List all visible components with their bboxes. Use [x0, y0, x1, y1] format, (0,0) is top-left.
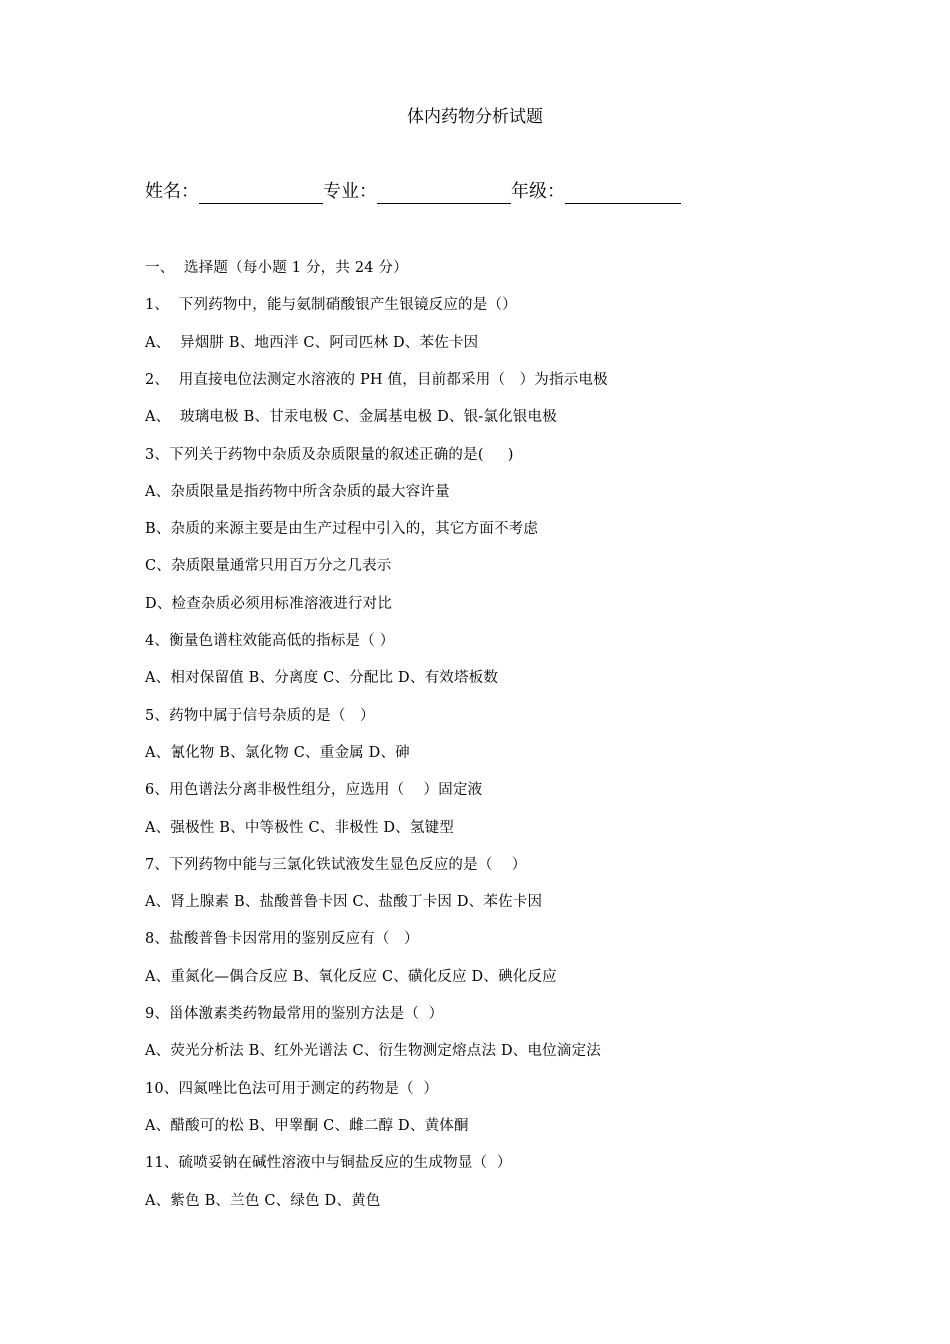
grade-blank: [565, 181, 681, 204]
question-line: 7、下列药物中能与三氯化铁试液发生显色反应的是（ ）: [145, 856, 527, 873]
name-label: 姓名：: [145, 181, 199, 202]
question-line: 4、衡量色谱柱效能高低的指标是（ ）: [145, 633, 395, 649]
question-line: 10、四氮唑比色法可用于测定的药物是（ ）: [145, 1080, 439, 1097]
question-line: B、杂质的来源主要是由生产过程中引入的，其它方面不考虑: [145, 521, 539, 538]
question-line: C、杂质限量通常只用百万分之几表示: [145, 558, 392, 575]
question-line: A、重氮化—偶合反应 B、氧化反应 C、磺化反应 D、碘化反应: [145, 968, 557, 985]
question-line: A、肾上腺素 B、盐酸普鲁卡因 C、盐酸丁卡因 D、苯佐卡因: [145, 894, 543, 911]
question-line: 11、硫喷妥钠在碱性溶液中与铜盐反应的生成物显（ ）: [145, 1155, 512, 1172]
question-line: A、荧光分析法 B、红外光谱法 C、衍生物测定熔点法 D、电位滴定法: [145, 1043, 601, 1060]
question-line: A、氰化物 B、氯化物 C、重金属 D、砷: [145, 744, 410, 761]
question-line: A、醋酸可的松 B、甲睾酮 C、雌二醇 D、黄体酮: [145, 1117, 469, 1134]
question-line: 3、下列关于药物中杂质及杂质限量的叙述正确的是( ): [145, 446, 514, 463]
section-heading: 一、 选择题（每小题 1 分，共 24 分）: [145, 260, 408, 276]
question-line: A、相对保留值 B、分离度 C、分配比 D、有效塔板数: [145, 670, 499, 687]
question-line: 9、甾体激素类药物最常用的鉴别方法是（ ）: [145, 1006, 444, 1022]
name-blank: [199, 181, 323, 204]
major-blank: [377, 181, 511, 204]
student-info-row: [145, 180, 681, 206]
question-line: A、杂质限量是指药物中所含杂质的最大容许量: [145, 483, 450, 500]
question-line: D、检查杂质必须用标准溶液进行对比: [145, 595, 393, 612]
question-line: A、 异烟肼 B、地西泮 C、阿司匹林 D、苯佐卡因: [145, 334, 479, 351]
grade-label: 年级：: [511, 181, 565, 202]
question-line: 1、 下列药物中，能与氨制硝酸银产生银镜反应的是（）: [145, 297, 517, 314]
question-line: A、紫色 B、兰色 C、绿色 D、黄色: [145, 1192, 381, 1209]
question-line: 6、用色谱法分离非极性组分，应选用（ ）固定液: [145, 782, 483, 799]
question-line: 8、盐酸普鲁卡因常用的鉴别反应有（ ）: [145, 931, 419, 948]
major-label: 专业：: [323, 181, 377, 202]
question-line: 2、 用直接电位法测定水溶液的 PH 值，目前都采用（ ）为指示电极: [145, 371, 608, 388]
document-title: 体内药物分析试题: [407, 107, 543, 127]
question-line: A、 玻璃电极 B、甘汞电极 C、金属基电极 D、银-氯化银电极: [145, 409, 557, 426]
question-line: 5、药物中属于信号杂质的是（ ）: [145, 707, 375, 724]
question-line: A、强极性 B、中等极性 C、非极性 D、氢键型: [145, 819, 454, 836]
